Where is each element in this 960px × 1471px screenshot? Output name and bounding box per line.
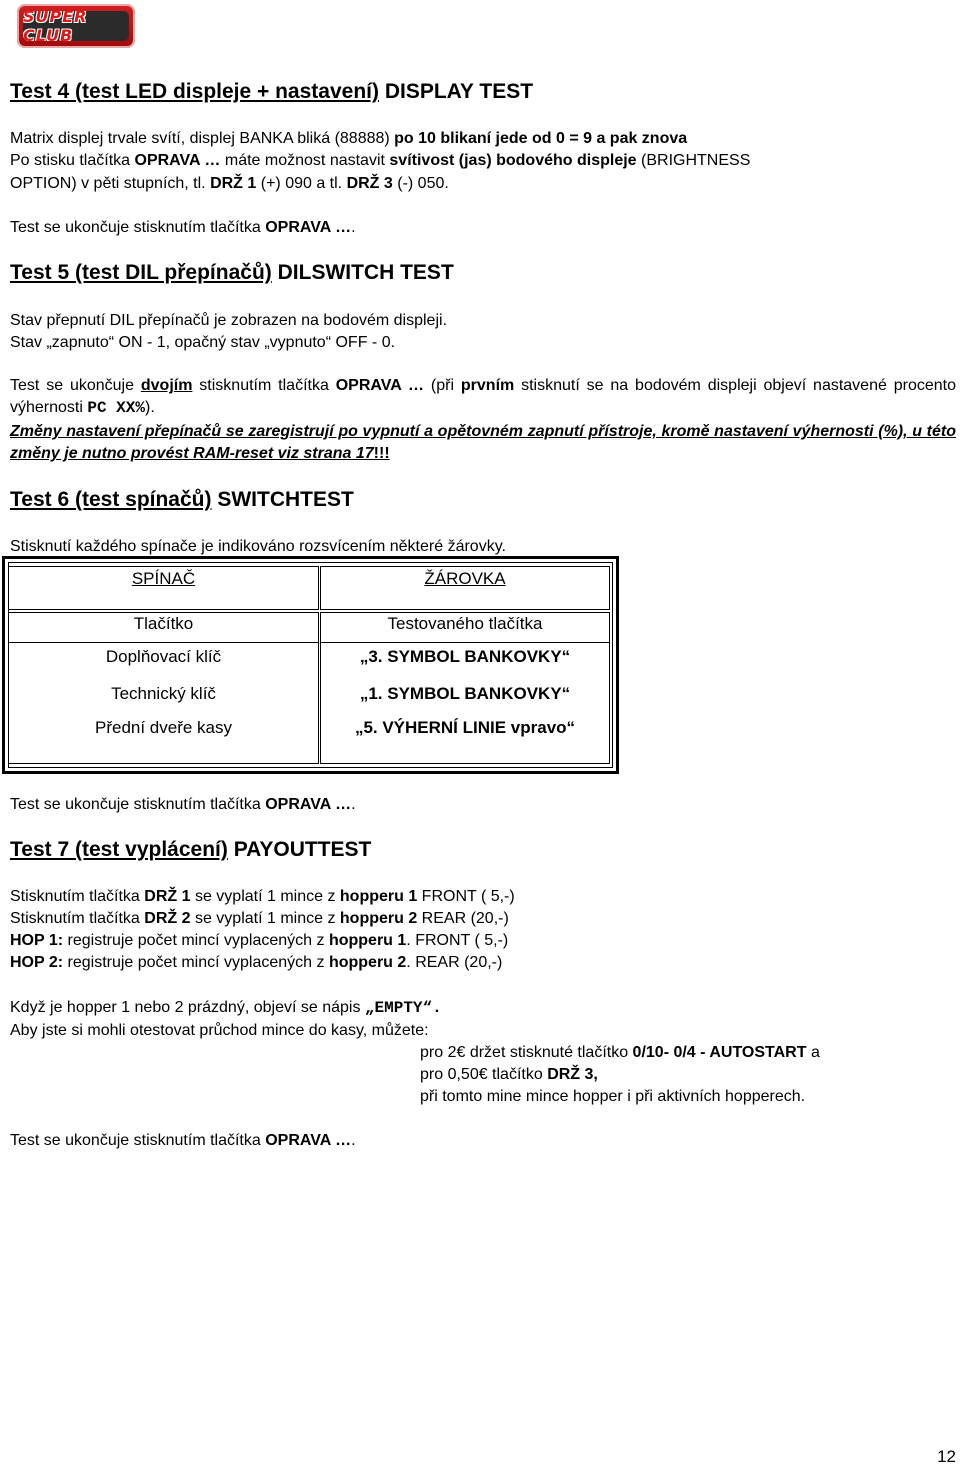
test7-line6: Aby jste si mohli otestovat průchod mince do kasy, můžete: <box>10 1022 429 1039</box>
table-row-right: „5. VÝHERNÍ LINIE vpravo“ <box>354 718 576 737</box>
table-row-left: Doplňovací klíč <box>105 647 222 666</box>
page-number: 12 <box>937 1447 956 1466</box>
table-row-divider <box>320 642 610 643</box>
test5-warning: Změny nastavení přepínačů se zaregistrují po vypnutí a opětovném zapnutí přístroje, kromě nastavení výhernosti (%), u této změny je nutno provést RAM-reset viz strana 17!!! <box>10 423 956 462</box>
test5-paragraph: Test se ukončuje dvojím stisknutím tlačítka OPRAVA … (při prvním stisknutí se na bodovém displeji objeví nastavené procento výhernosti PC XX%). <box>10 377 957 417</box>
test7-line3: HOP 1: registruje počet mincí vyplacených z hopperu 1. FRONT ( 5,-) <box>10 932 509 949</box>
logo-plate <box>23 11 129 41</box>
test5-line1: Stav přepnutí DIL přepínačů je zobrazen na bodovém displeji. <box>10 312 448 329</box>
test7-line4: HOP 2: registruje počet mincí vyplacených z hopperu 2. REAR (20,-) <box>10 954 503 971</box>
test4-end: Test se ukončuje stisknutím tlačítka OPRAVA …. <box>10 219 356 236</box>
test5-heading: Test 5 (test DIL přepínačů) DILSWITCH TEST <box>10 261 454 284</box>
test7-line1: Stisknutím tlačítka DRŽ 1 se vyplatí 1 mince z hopperu 1 FRONT ( 5,-) <box>10 888 515 905</box>
logo <box>17 4 135 48</box>
test4-line2: Po stisku tlačítka OPRAVA … máte možnost nastavit svítivost (jas) bodového displeje (BRIGHTNESS <box>10 152 751 169</box>
test7-line2: Stisknutím tlačítka DRŽ 2 se vyplatí 1 mince z hopperu 2 REAR (20,-) <box>10 910 509 927</box>
table-row-right: „3. SYMBOL BANKOVKY“ <box>359 647 571 666</box>
test6-line1: Stisknutí každého spínače je indikováno rozsvícením některé žárovky. <box>10 538 506 555</box>
test7-line7: pro 2€ držet stisknuté tlačítko 0/10- 0/4 - AUTOSTART a <box>420 1044 820 1061</box>
table-row-left: Přední dveře kasy <box>94 718 232 737</box>
test7-line5: Když je hopper 1 nebo 2 prázdný, objeví se nápis „EMPTY“. <box>10 999 442 1017</box>
test4-line3: OPTION) v pěti stupních, tl. DRŽ 1 (+) 090 a tl. DRŽ 3 (-) 050. <box>10 175 449 192</box>
test4-line1: Matrix displej trvale svítí, displej BANKA bliká (88888) po 10 blikaní jede od 0 = 9 a pak znova <box>10 130 688 147</box>
test5-line2: Stav „zapnuto“ ON - 1, opačný stav „vypnuto“ OFF - 0. <box>10 334 396 351</box>
table-row-left: Tlačítko <box>133 614 194 633</box>
table-row-right: „1. SYMBOL BANKOVKY“ <box>359 684 571 703</box>
table-header-zarovka: ŽÁROVKA <box>424 569 506 588</box>
test4-heading: Test 4 (test LED displeje + nastavení) DISPLAY TEST <box>10 80 534 103</box>
table-row-right: Testovaného tlačítka <box>387 614 543 633</box>
test6-end: Test se ukončuje stisknutím tlačítka OPRAVA …. <box>10 796 356 813</box>
logo-text: SUPER CLUB <box>23 11 88 41</box>
test6-heading: Test 6 (test spínačů) SWITCHTEST <box>10 488 354 511</box>
test7-end: Test se ukončuje stisknutím tlačítka OPRAVA …. <box>10 1132 356 1149</box>
table-row-divider <box>8 642 319 643</box>
test7-line8: pro 0,50€ tlačítko DRŽ 3, <box>420 1066 598 1083</box>
test7-line9: při tomto mine mince hopper i při aktivních hopperech. <box>420 1088 806 1105</box>
test7-heading: Test 7 (test vyplácení) PAYOUTTEST <box>10 838 372 861</box>
table-row-left: Technický klíč <box>111 684 216 703</box>
table-header-spinac: SPÍNAČ <box>131 569 196 588</box>
